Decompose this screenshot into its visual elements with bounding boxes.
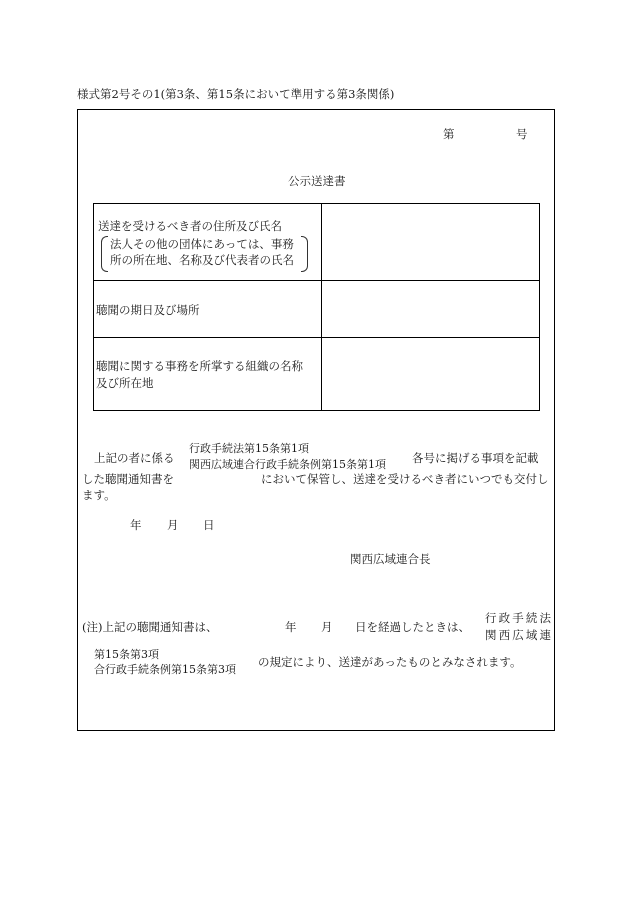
note-month: 月: [321, 620, 333, 634]
row-organization-label-2: 及び所在地: [96, 376, 154, 390]
note-law-1: 行政手続法: [485, 611, 551, 625]
note-year: 年: [285, 620, 297, 634]
note-tail: の規定により、送達があったものとみなされます。: [258, 655, 522, 669]
law-option-1: 行政手続法第15条第1項: [189, 442, 309, 455]
table-row-divider: [94, 337, 539, 338]
bracket-left: [101, 236, 108, 272]
note-after: 日を経過したときは、: [355, 620, 470, 634]
table-column-divider: [321, 204, 322, 410]
doc-number-prefix: 第: [443, 127, 455, 141]
row-address-note-2: 所の所在地、名称及び代表者の氏名: [110, 253, 294, 267]
date-year: 年: [130, 518, 142, 532]
law-option-2: 関西広域連合行政手続条例第15条第1項: [189, 458, 386, 471]
date-month: 月: [167, 518, 179, 532]
body-text-4: において保管し、送達を受けるべき者にいつでも交付し: [261, 472, 549, 486]
note-law-2: 関西広域連: [485, 628, 551, 642]
date-day: 日: [203, 518, 215, 532]
bracket-right: [301, 236, 308, 272]
doc-number-suffix: 号: [516, 127, 528, 141]
document-title: 公示送達書: [288, 174, 346, 188]
row-address-label: 送達を受けるべき者の住所及び氏名: [98, 219, 282, 233]
note-law-3: 第15条第3項: [94, 648, 159, 661]
row-organization-label-1: 聴聞に関する事務を所掌する組織の名称: [96, 359, 303, 373]
table-row-divider: [94, 280, 539, 281]
row-address-note-1: 法人その他の団体にあっては、事務: [110, 237, 294, 251]
body-text-2: 各号に掲げる事項を記載: [412, 451, 539, 465]
body-text-3: した聴聞通知書を: [82, 472, 174, 486]
form-title: 様式第2号その1(第3条、第15条において準用する第3条関係): [77, 87, 395, 101]
body-text-5: ます。: [82, 488, 116, 502]
issuer-name: 関西広域連合長: [350, 552, 431, 566]
note-law-4: 合行政手続条例第15条第3項: [94, 663, 236, 676]
note-lead: (注)上記の聴聞通知書は、: [82, 620, 218, 634]
row-hearing-date-label: 聴聞の期日及び場所: [96, 303, 200, 317]
body-text-1: 上記の者に係る: [94, 451, 175, 465]
